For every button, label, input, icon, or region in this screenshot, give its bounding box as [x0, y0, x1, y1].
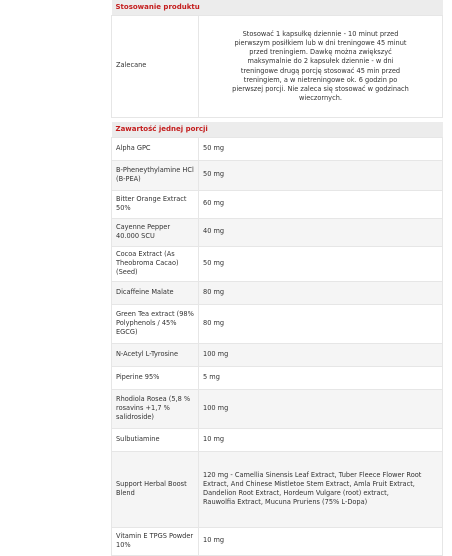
ingredient-amount: 80 mg — [199, 282, 443, 305]
ingredient-name: Rhodiola Rosea (5,8 % rosavins +1,7 % salidroside) — [112, 390, 199, 429]
ingredient-amount: 50 mg — [199, 138, 443, 161]
ingredient-amount: 50 mg — [199, 247, 443, 282]
product-table — [111, 0, 443, 556]
ingredient-amount: 10 mg — [199, 429, 443, 452]
ingredient-amount: 120 mg - Camellia Sinensis Leaf Extract, Tuber Fleece Flower Root Extract, And Chinese Mistletoe Stem Extract, Amla Fruit Extract, Dandelion Root Extract, Hordeum Vulgare (root) extract, Rauwolfia Extract, Mucuna Pruriens (75% L-Dopa) — [199, 452, 443, 528]
ingredient-amount: 10 mg — [199, 528, 443, 556]
ingredient-row — [112, 247, 443, 282]
ingredient-amount: 100 mg — [199, 390, 443, 429]
ingredient-row — [112, 191, 443, 219]
usage-heading: Stosowanie produktu — [112, 0, 443, 16]
usage-text: Stosować 1 kapsułkę dziennie - 10 minut przed pierwszym posiłkiem lub w dni treningowe 45 minut przed treningiem. Dawkę można zwiększyć maksymalnie do 2 kapsułek dziennie - w dni treningowe drugą porcję stosować 45 min przed treningiem, a w nietreningowe ok. 6 godzin po pierwszej porcji. Nie zaleca się stosować w godzinach wieczornych. — [199, 16, 443, 118]
ingredient-row — [112, 282, 443, 305]
ingredient-name: Cocoa Extract (As Theobroma Cacao) (Seed) — [112, 247, 199, 282]
ingredient-row — [112, 429, 443, 452]
ingredient-name: Piperine 95% — [112, 367, 199, 390]
ingredient-row — [112, 219, 443, 247]
usage-heading-row — [112, 0, 443, 16]
ingredient-name: Bitter Orange Extract 50% — [112, 191, 199, 219]
ingredient-row — [112, 138, 443, 161]
ingredient-row — [112, 390, 443, 429]
ingredient-name: Vitamin E TPGS Powder 10% — [112, 528, 199, 556]
ingredient-amount: 80 mg — [199, 305, 443, 344]
ingredient-name: Β-Pheneythylamine HCl (B-PEA) — [112, 161, 199, 191]
ingredient-row — [112, 161, 443, 191]
ingredient-amount: 40 mg — [199, 219, 443, 247]
ingredient-name: Sulbutiamine — [112, 429, 199, 452]
ingredient-row — [112, 344, 443, 367]
usage-row — [112, 16, 443, 118]
ingredient-row — [112, 367, 443, 390]
ingredient-name: Alpha GPC — [112, 138, 199, 161]
ingredient-row — [112, 452, 443, 528]
ingredient-name: Dicaffeine Malate — [112, 282, 199, 305]
usage-label: Zalecane — [112, 16, 199, 118]
ingredient-amount: 5 mg — [199, 367, 443, 390]
ingredient-amount: 60 mg — [199, 191, 443, 219]
ingredient-name: Green Tea extract (98% Polyphenols / 45% EGCG) — [112, 305, 199, 344]
ingredient-amount: 100 mg — [199, 344, 443, 367]
ingredient-name: Support Herbal Boost Blend — [112, 452, 199, 528]
ingredient-name: Cayenne Pepper 40.000 SCU — [112, 219, 199, 247]
ingredient-row — [112, 305, 443, 344]
serving-heading: Zawartość jednej porcji — [112, 122, 443, 138]
serving-heading-row — [112, 122, 443, 138]
ingredient-name: N-Acetyl L-Tyrosine — [112, 344, 199, 367]
ingredient-row — [112, 528, 443, 556]
ingredient-amount: 50 mg — [199, 161, 443, 191]
